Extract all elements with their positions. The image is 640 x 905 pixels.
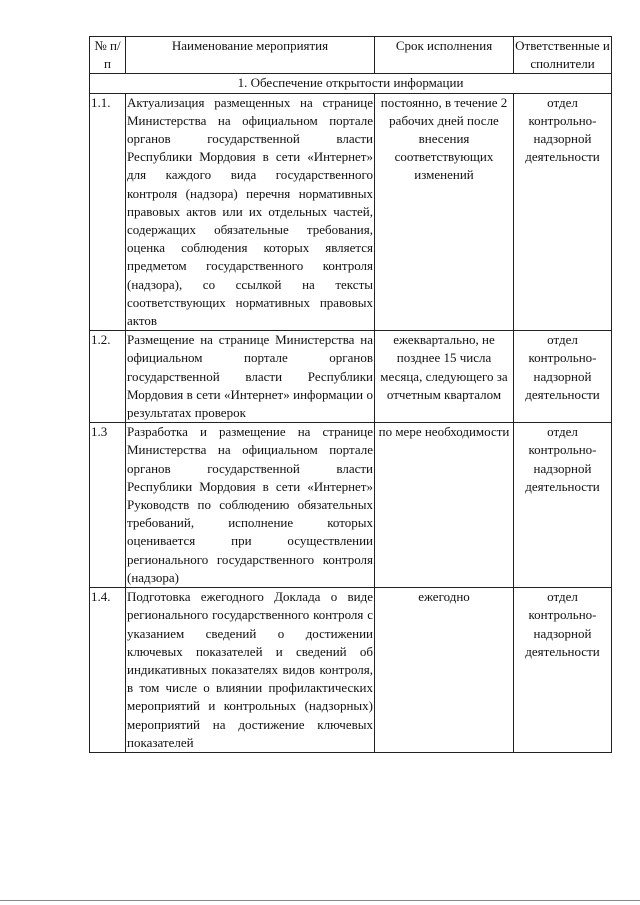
row-responsible: отдел контрольно-надзорной деятельности <box>514 423 612 588</box>
measures-table <box>89 36 612 753</box>
row-number: 1.4. <box>90 588 126 753</box>
row-deadline: постоянно, в течение 2 рабочих дней после внесения соответствующих изменений <box>375 93 514 331</box>
row-number: 1.3 <box>90 423 126 588</box>
section-row <box>90 74 612 93</box>
table-header-row <box>90 37 612 74</box>
section-title: 1. Обеспечение открытости информации <box>90 74 612 93</box>
table-row <box>90 588 612 753</box>
row-measure-name: Актуализация размещенных на странице Министерства на официальном портале органов государственной власти Республики Мордовия в сети «Интернет» для каждого вида государственного контроля (надзора) перечня нормативных правовых актов или их отдельных частей, содержащих обязательные требования, оценка соблюдения которых является предметом государственного контроля (надзора), со ссылкой на тексты соответствующих нормативных правовых актов <box>126 93 375 331</box>
row-deadline: ежегодно <box>375 588 514 753</box>
row-deadline: по мере необходимости <box>375 423 514 588</box>
row-number: 1.1. <box>90 93 126 331</box>
table-row <box>90 423 612 588</box>
row-measure-name: Разработка и размещение на странице Министерства на официальном портале органов государственной власти Республики Мордовия в сети «Интернет» Руководств по соблюдению обязательных требований, исполнение которых оценивается при осуществлении регионального государственного контроля (надзора) <box>126 423 375 588</box>
table-row <box>90 93 612 331</box>
header-number: № п/п <box>90 37 126 74</box>
header-responsible: Ответственные исполнители <box>514 37 612 74</box>
row-number: 1.2. <box>90 331 126 423</box>
page-bottom-divider <box>0 900 640 901</box>
row-responsible: отдел контрольно-надзорной деятельности <box>514 331 612 423</box>
row-responsible: отдел контрольно-надзорной деятельности <box>514 588 612 753</box>
header-deadline: Срок исполнения <box>375 37 514 74</box>
header-measure-name: Наименование мероприятия <box>126 37 375 74</box>
row-deadline: ежеквартально, не позднее 15 числа месяца, следующего за отчетным кварталом <box>375 331 514 423</box>
row-responsible: отдел контрольно-надзорной деятельности <box>514 93 612 331</box>
table-row <box>90 331 612 423</box>
row-measure-name: Подготовка ежегодного Доклада о виде регионального государственного контроля с указанием сведений о достижении ключевых показателей и сведений об индикативных показателях видов контроля, в том числе о влиянии профилактических мероприятий и контрольных (надзорных) мероприятий на достижение ключевых показателей <box>126 588 375 753</box>
row-measure-name: Размещение на странице Министерства на официальном портале органов государственной власти Республики Мордовия в сети «Интернет» информации о результатах проверок <box>126 331 375 423</box>
